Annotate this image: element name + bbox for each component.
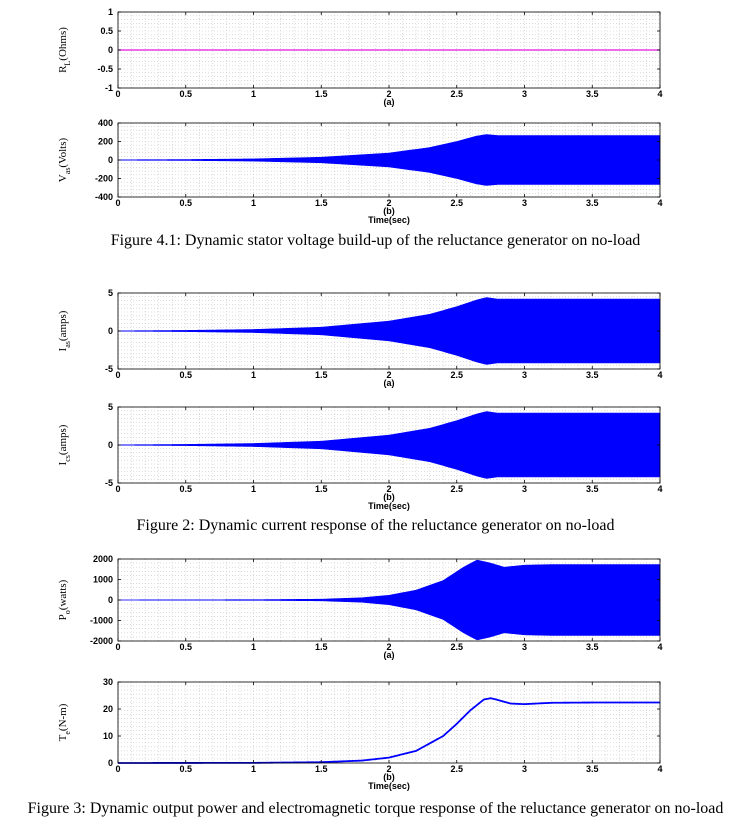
x-tick-label: 1.5: [314, 484, 328, 494]
x-tick-label: 3.5: [585, 370, 599, 380]
x-tick-label: 1.5: [314, 198, 328, 208]
x-tick-label: 1: [250, 370, 257, 380]
y-tick-label: -0.5: [97, 64, 113, 74]
x-tick-label: 1.5: [314, 89, 328, 99]
x-tick-label: 1: [250, 764, 257, 774]
y-tick-label: -5: [104, 364, 113, 374]
y-axis-label-unit: (watts): [57, 579, 69, 611]
x-tick-label: 2.5: [450, 764, 464, 774]
y-tick-label: -5: [104, 478, 113, 488]
y-axis-label: [57, 310, 72, 351]
y-tick-label: 0: [107, 595, 113, 605]
x-tick-label: 3.5: [585, 642, 599, 652]
y-axis-label-sub: e: [63, 731, 72, 735]
y-axis-label: [57, 27, 72, 73]
x-tick-label: 3: [521, 198, 528, 208]
subplot-label: (b): [383, 206, 395, 216]
plot-po: [0, 552, 751, 670]
y-axis-label-unit: (N-m): [57, 703, 69, 732]
plot-rl: [0, 0, 751, 112]
y-axis-label-main: R: [57, 65, 69, 73]
x-tick-label: 2.5: [450, 89, 464, 99]
y-tick-label: 0: [107, 326, 113, 336]
series-envelope: [118, 412, 660, 479]
figure-caption-1: Figure 4.1: Dynamic stator voltage build-up of the reluctance generator on no-load: [110, 232, 641, 249]
x-tick-label: 2: [386, 484, 392, 494]
x-tick-label: 3: [521, 370, 528, 380]
y-tick-label: 0: [107, 155, 113, 165]
x-tick-label: 4: [657, 198, 663, 208]
x-tick-label: 2.5: [450, 484, 464, 494]
y-tick-label: 30: [102, 677, 113, 687]
y-tick-label: 200: [97, 136, 113, 147]
x-tick-label: 0.5: [179, 484, 193, 494]
x-tick-label: 0: [115, 642, 121, 652]
y-tick-label: -1000: [89, 615, 113, 626]
subplot-label: (a): [383, 650, 395, 660]
x-tick-label: 4: [657, 370, 663, 380]
x-tick-label: 3.5: [585, 89, 599, 99]
y-tick-label: -2000: [89, 636, 113, 646]
x-tick-label: 0.5: [179, 370, 193, 380]
x-tick-label: 0: [115, 764, 121, 774]
x-tick-label: 4: [657, 484, 663, 494]
plot-te: [0, 674, 751, 796]
x-tick-label: 1: [250, 484, 257, 494]
y-tick-label: 0.5: [100, 26, 113, 36]
x-tick-label: 3: [521, 484, 528, 494]
x-tick-label: 2: [386, 764, 392, 774]
x-tick-label: 3: [521, 764, 528, 774]
y-axis-label-unit: (amps): [57, 310, 69, 342]
y-tick-label: -1: [104, 83, 113, 93]
y-tick-label: -200: [94, 173, 113, 184]
y-tick-label: 1000: [92, 574, 113, 585]
y-axis-label-sub: o: [63, 610, 72, 615]
x-tick-label: 1.5: [314, 370, 328, 380]
plot-vas: [0, 114, 751, 230]
x-tick-label: 3.5: [585, 484, 599, 494]
subplot-label: (a): [383, 97, 395, 107]
y-axis-label-main: I: [57, 347, 69, 352]
y-tick-label: -400: [94, 192, 113, 202]
y-tick-label: 5: [107, 288, 113, 298]
y-axis-label: [57, 137, 72, 182]
x-tick-label: 4: [657, 642, 663, 652]
x-tick-label: 4: [657, 764, 663, 774]
y-tick-label: 2000: [92, 554, 113, 564]
y-axis-label-sub: cs: [63, 455, 72, 462]
x-tick-label: 3: [521, 89, 528, 99]
y-axis-label: [57, 579, 72, 620]
x-axis-label: Time(sec): [368, 781, 410, 791]
x-tick-label: 1: [250, 89, 257, 99]
y-tick-label: 0: [107, 758, 113, 768]
y-axis-label-main: T: [57, 734, 69, 742]
x-tick-label: 0.5: [179, 89, 193, 99]
x-tick-label: 3.5: [585, 198, 599, 208]
x-axis-label: Time(sec): [368, 215, 410, 225]
figure-caption-3: Figure 3: Dynamic output power and electromagnetic torque response of the reluctance generator on no-load: [27, 800, 724, 817]
series-envelope: [118, 560, 660, 640]
x-tick-label: 2: [386, 642, 392, 652]
y-axis-label: [57, 424, 72, 465]
figure-caption-2: Figure 2: Dynamic current response of the reluctance generator on no-load: [136, 517, 615, 534]
x-tick-label: 0.5: [179, 198, 193, 208]
x-tick-label: 2: [386, 89, 392, 99]
y-tick-label: 10: [102, 731, 113, 741]
y-tick-label: 0: [107, 440, 113, 450]
x-tick-label: 2: [386, 370, 392, 380]
y-axis-label-unit: (Volts): [57, 137, 69, 168]
y-axis-label-sub: L: [63, 60, 72, 66]
y-axis-label: [57, 703, 72, 741]
x-tick-label: 2.5: [450, 370, 464, 380]
y-axis-label-sub: as: [63, 341, 72, 348]
y-tick-label: 0: [107, 45, 113, 55]
x-tick-label: 2.5: [450, 642, 464, 652]
x-tick-label: 0: [115, 484, 121, 494]
x-tick-label: 0: [115, 198, 121, 208]
x-tick-label: 1: [250, 642, 257, 652]
y-tick-label: 20: [102, 704, 113, 714]
subplot-label: (b): [383, 772, 395, 782]
x-tick-label: 1: [250, 198, 257, 208]
y-axis-label-main: P: [57, 614, 69, 621]
y-axis-label-main: I: [57, 461, 69, 466]
y-axis-label-unit: (amps): [57, 424, 69, 456]
x-tick-label: 0: [115, 370, 121, 380]
subplot-label: (b): [383, 492, 395, 502]
plot-ias: [0, 283, 751, 395]
y-tick-label: 1: [107, 7, 113, 17]
x-tick-label: 4: [657, 89, 663, 99]
x-axis-label: Time(sec): [368, 501, 410, 511]
x-tick-label: 1.5: [314, 764, 328, 774]
x-tick-label: 3.5: [585, 764, 599, 774]
x-tick-label: 0.5: [179, 764, 193, 774]
y-axis-label-unit: (Ohms): [57, 27, 69, 61]
x-tick-label: 2: [386, 198, 392, 208]
y-axis-label-sub: as: [63, 167, 72, 175]
x-tick-label: 2.5: [450, 198, 464, 208]
y-tick-label: 5: [107, 402, 113, 412]
x-tick-label: 0.5: [179, 642, 193, 652]
series-envelope: [118, 298, 660, 365]
y-axis-label-main: V: [57, 174, 69, 183]
subplot-label: (a): [383, 378, 395, 388]
x-tick-label: 0: [115, 89, 121, 99]
plot-ics: [0, 397, 751, 513]
x-tick-label: 3: [521, 642, 528, 652]
y-tick-label: 400: [97, 118, 113, 128]
x-tick-label: 1.5: [314, 642, 328, 652]
